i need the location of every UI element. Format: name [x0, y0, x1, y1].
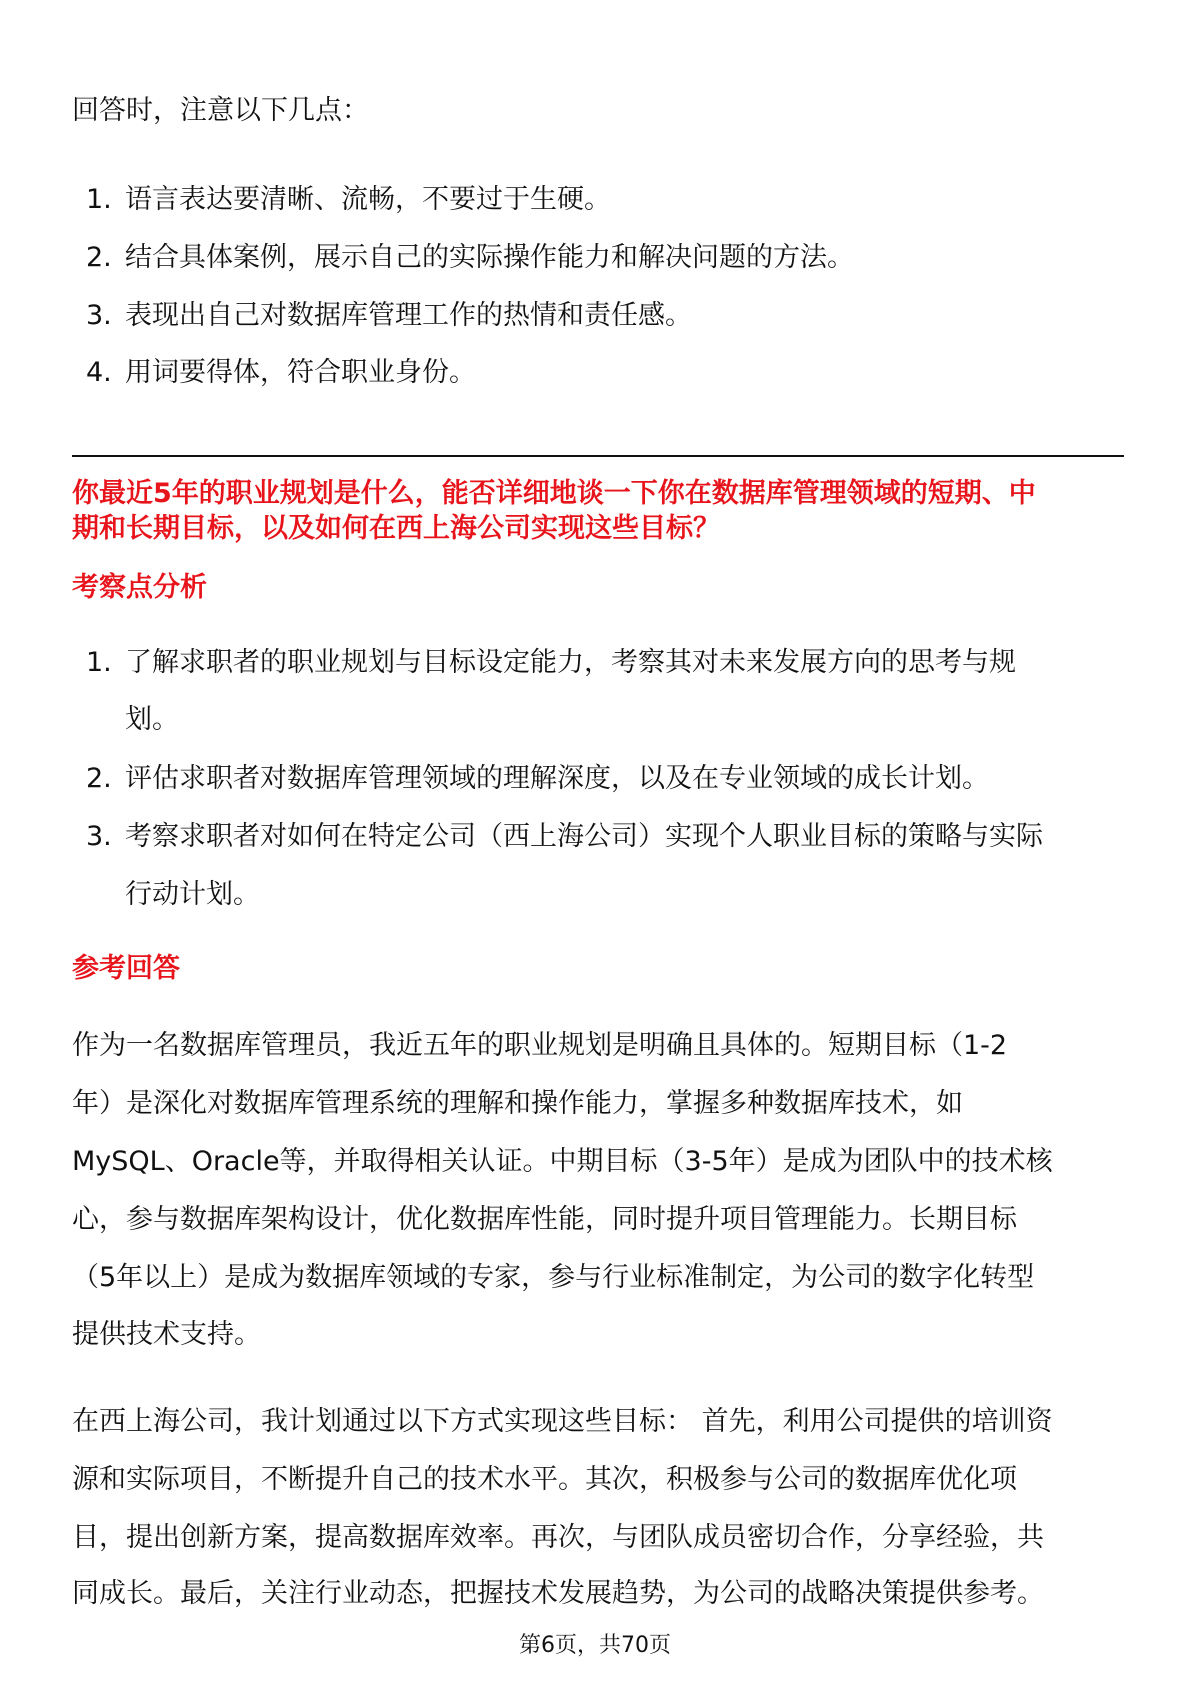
list-item: 用词要得体，符合职业身份。	[125, 357, 476, 388]
answer-paragraph-line: 在西上海公司，我计划通过以下方式实现这些目标： 首先，利用公司提供的培训资	[72, 1406, 1053, 1437]
list-item: 划。	[125, 704, 179, 735]
list-number: 1.	[86, 647, 112, 678]
answer-title: 参考回答	[72, 953, 180, 984]
list-number: 2.	[86, 242, 112, 273]
list-number: 3.	[86, 300, 112, 331]
answer-paragraph-line: 同成长。最后，关注行业动态，把握技术发展趋势，为公司的战略决策提供参考。	[72, 1578, 1044, 1609]
answer-paragraph-line: MySQL、Oracle等，并取得相关认证。中期目标（3-5年）是成为团队中的技术核	[72, 1146, 1053, 1177]
list-item: 语言表达要清晰、流畅，不要过于生硬。	[125, 184, 611, 215]
question-heading: 你最近5年的职业规划是什么，能否详细地谈一下你在数据库管理领域的短期、中	[72, 478, 1036, 509]
list-item: 了解求职者的职业规划与目标设定能力，考察其对未来发展方向的思考与规	[125, 647, 1016, 678]
list-item: 考察求职者对如何在特定公司（西上海公司）实现个人职业目标的策略与实际	[125, 821, 1043, 852]
list-number: 3.	[86, 821, 112, 852]
answer-paragraph-line: 心，参与数据库架构设计，优化数据库性能，同时提升项目管理能力。长期目标	[72, 1204, 1017, 1235]
answer-paragraph-line: （5年以上）是成为数据库领域的专家，参与行业标准制定，为公司的数字化转型	[72, 1262, 1035, 1293]
analysis-title: 考察点分析	[72, 572, 207, 603]
list-number: 2.	[86, 763, 112, 794]
page-footer: 第6页，共70页	[519, 1633, 671, 1658]
question-heading: 期和长期目标，以及如何在西上海公司实现这些目标？	[72, 513, 720, 544]
list-number: 4.	[86, 357, 112, 388]
list-item: 结合具体案例，展示自己的实际操作能力和解决问题的方法。	[125, 242, 854, 273]
list-item: 表现出自己对数据库管理工作的热情和责任感。	[125, 300, 692, 331]
intro-text: 回答时，注意以下几点：	[72, 95, 369, 126]
answer-paragraph-line: 作为一名数据库管理员，我近五年的职业规划是明确且具体的。短期目标（1-2	[72, 1030, 1008, 1061]
answer-paragraph-line: 年）是深化对数据库管理系统的理解和操作能力，掌握多种数据库技术，如	[72, 1088, 963, 1119]
answer-paragraph-line: 提供技术支持。	[72, 1319, 261, 1350]
divider	[72, 455, 1124, 457]
answer-paragraph-line: 目，提出创新方案，提高数据库效率。再次，与团队成员密切合作，分享经验，共	[72, 1522, 1044, 1553]
list-item: 行动计划。	[125, 879, 260, 910]
list-number: 1.	[86, 184, 112, 215]
answer-paragraph-line: 源和实际项目，不断提升自己的技术水平。其次，积极参与公司的数据库优化项	[72, 1464, 1017, 1495]
list-item: 评估求职者对数据库管理领域的理解深度，以及在专业领域的成长计划。	[125, 763, 989, 794]
